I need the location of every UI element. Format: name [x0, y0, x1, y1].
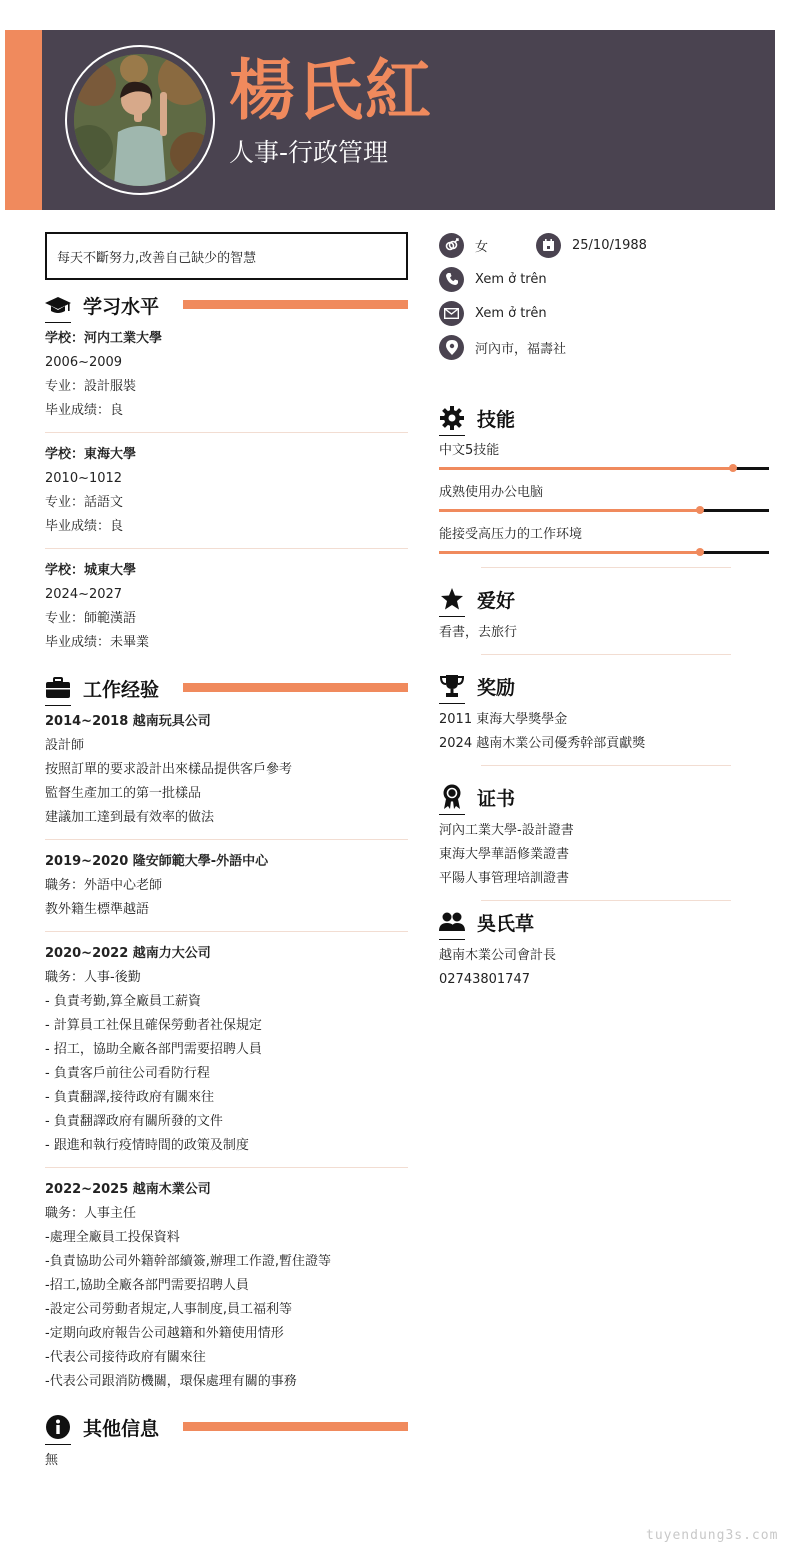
section-bar [183, 1422, 408, 1431]
awards-section [439, 671, 769, 756]
other-title: 其他信息 [83, 1417, 160, 1440]
job-line: - 負責考勤,算全廠員工薪資 [45, 994, 201, 1009]
trophy-icon [439, 673, 465, 699]
hobbies-header [439, 584, 769, 614]
medal-icon [439, 784, 465, 810]
avatar [74, 54, 206, 186]
job-title: 人事-行政管理 [229, 138, 389, 167]
job-heading: 2020~2022 越南力大公司 [45, 946, 211, 961]
experience-title: 工作经验 [83, 678, 160, 701]
gear-icon [439, 405, 465, 431]
section-underline [439, 616, 465, 617]
header-banner [5, 30, 775, 210]
skills-title: 技能 [477, 408, 516, 431]
section-underline [45, 705, 71, 706]
hobbies-title: 爱好 [477, 589, 516, 612]
awards-header [439, 671, 769, 701]
education-header [45, 290, 408, 320]
education-item [45, 327, 408, 423]
education-item [45, 559, 408, 655]
reference-position: 越南木業公司會計長 [439, 948, 557, 963]
job-line: - 負責翻譯,接待政府有關來往 [45, 1090, 214, 1105]
job-heading: 2019~2020 隆安師範大學-外語中心 [45, 854, 269, 869]
divider [45, 1167, 408, 1168]
section-underline [439, 435, 465, 436]
school-years: 2010~1012 [45, 471, 123, 486]
job-heading: 2014~2018 越南玩具公司 [45, 714, 211, 729]
section-bar [183, 300, 408, 309]
certificates-header [439, 782, 769, 812]
school-years: 2006~2009 [45, 355, 123, 370]
birthday-text: 25/10/1988 [572, 237, 647, 253]
job-line: -負責協助公司外籍幹部續簽,辦理工作證,暫住證等 [45, 1254, 331, 1269]
envelope-icon [439, 301, 464, 326]
skill-bar [439, 467, 769, 470]
reference-phone: 02743801747 [439, 972, 530, 987]
job-line: 職务：外語中心老師 [45, 878, 163, 893]
other-text: 無 [45, 1453, 59, 1468]
left-column [45, 232, 408, 1473]
reference-section [439, 907, 769, 992]
school-years: 2024~2027 [45, 587, 123, 602]
job-line: - 負責翻譯政府有關所發的文件 [45, 1114, 223, 1129]
section-underline [439, 703, 465, 704]
skills-header [439, 403, 769, 433]
divider [481, 765, 731, 766]
skills-section [439, 403, 769, 554]
motto-box [45, 232, 408, 280]
skill-item [439, 525, 769, 554]
award-item: 2011 東海大學獎學金 [439, 712, 568, 727]
job-line: -定期向政府報告公司越籍和外籍使用情形 [45, 1326, 284, 1341]
experience-item [45, 850, 408, 922]
section-underline [45, 1444, 71, 1445]
watermark: tuyendung3s.com [646, 1528, 779, 1543]
contact-row-phone [439, 262, 769, 296]
skill-item [439, 441, 769, 470]
phone-text: Xem ở trên [475, 271, 547, 287]
experience-header [45, 673, 408, 703]
certificate-item: 東海大學華語修業證書 [439, 847, 570, 862]
section-underline [439, 814, 465, 815]
users-icon [439, 909, 465, 935]
experience-item [45, 942, 408, 1158]
skill-bar [439, 551, 769, 554]
certificates-section [439, 782, 769, 891]
job-line: -處理全廠員工投保資料 [45, 1230, 180, 1245]
school-grade: 毕业成绩：未畢業 [45, 635, 150, 650]
skill-name: 中文5技能 [439, 443, 500, 458]
briefcase-icon [45, 675, 71, 701]
avatar-photo [74, 54, 206, 186]
skill-item [439, 483, 769, 512]
skill-name: 成熟使用办公电脑 [439, 485, 544, 500]
school-name: 学校：東海大學 [45, 447, 137, 462]
motto-text: 每天不斷努力,改善自己缺少的智慧 [57, 250, 257, 266]
experience-item [45, 1178, 408, 1394]
phone-icon [439, 267, 464, 292]
candidate-name: 楊氏紅 [229, 52, 433, 129]
skills-list [439, 441, 769, 554]
hobbies-section [439, 584, 769, 645]
job-line: -代表公司接待政府有關來往 [45, 1350, 206, 1365]
certificate-item: 平陽人事管理培訓證書 [439, 871, 570, 886]
school-major: 专业：師範漢語 [45, 611, 137, 626]
school-major: 专业：話語文 [45, 495, 124, 510]
awards-title: 奖励 [477, 676, 516, 699]
skill-name: 能接受高压力的工作环境 [439, 527, 583, 542]
skill-bar [439, 509, 769, 512]
header-accent-strip [5, 30, 42, 210]
education-section [45, 290, 408, 655]
divider [481, 900, 731, 901]
certificate-item: 河內工業大學-設計證書 [439, 823, 574, 838]
education-item [45, 443, 408, 539]
star-icon [439, 586, 465, 612]
school-name: 学校：城東大學 [45, 563, 137, 578]
address-text: 河內市，福壽社 [475, 341, 567, 357]
contact-row-email [439, 296, 769, 330]
job-line: 職务：人事主任 [45, 1206, 137, 1221]
job-line: - 負責客戶前往公司看防行程 [45, 1066, 210, 1081]
calendar-icon [536, 233, 561, 258]
divider [481, 567, 731, 568]
divider [481, 654, 731, 655]
job-line: 監督生產加工的第一批樣品 [45, 786, 202, 801]
education-title: 学习水平 [83, 295, 160, 318]
map-pin-icon [439, 335, 464, 360]
gender-text: 女 [475, 239, 489, 255]
job-line: 建議加工達到最有效率的做法 [45, 810, 215, 825]
avatar-ring [65, 45, 215, 195]
job-line: - 招工，協助全廠各部門需要招聘人員 [45, 1042, 262, 1057]
school-name: 学校：河内工業大學 [45, 331, 163, 346]
divider [45, 931, 408, 932]
reference-name: 吳氏草 [477, 912, 535, 935]
job-line: - 計算員工社保且確保勞動者社保規定 [45, 1018, 262, 1033]
right-column [439, 228, 769, 992]
section-underline [45, 322, 71, 323]
divider [45, 839, 408, 840]
section-underline [439, 939, 465, 940]
email-text: Xem ở trên [475, 305, 547, 321]
skill-handle [696, 506, 704, 514]
job-line: -招工,協助全廠各部門需要招聘人員 [45, 1278, 249, 1293]
contact-row-personal [439, 228, 769, 262]
skill-fill [439, 509, 700, 512]
gender-icon [439, 233, 464, 258]
school-major: 专业：設計服裝 [45, 379, 137, 394]
award-item: 2024 越南木業公司優秀幹部貢獻獎 [439, 736, 646, 751]
divider [45, 548, 408, 549]
other-header [45, 1412, 408, 1442]
hobbies-text: 看書，去旅行 [439, 625, 518, 640]
skill-handle [696, 548, 704, 556]
job-line: 職务：人事-後勤 [45, 970, 141, 985]
contact-row-address [439, 330, 769, 364]
job-line: -設定公司勞動者規定,人事制度,員工福利等 [45, 1302, 292, 1317]
divider [45, 432, 408, 433]
job-line: 教外籍生標準越語 [45, 902, 150, 917]
info-icon [45, 1414, 71, 1440]
certificates-title: 证书 [477, 787, 516, 810]
job-line: 按照訂單的要求設計出來樣品提供客戶參考 [45, 762, 293, 777]
reference-header [439, 907, 769, 937]
job-line: - 跟進和執行疫情時間的政策及制度 [45, 1138, 249, 1153]
job-heading: 2022~2025 越南木業公司 [45, 1182, 211, 1197]
skill-fill [439, 551, 700, 554]
skill-fill [439, 467, 733, 470]
section-bar [183, 683, 408, 692]
school-grade: 毕业成绩：良 [45, 519, 124, 534]
graduation-cap-icon [45, 292, 71, 318]
school-grade: 毕业成绩：良 [45, 403, 124, 418]
experience-item [45, 710, 408, 830]
job-line: -代表公司跟消防機關，環保處理有關的事務 [45, 1374, 297, 1389]
job-line: 設計師 [45, 738, 85, 753]
skill-handle [729, 464, 737, 472]
experience-section [45, 673, 408, 1394]
other-section [45, 1412, 408, 1473]
